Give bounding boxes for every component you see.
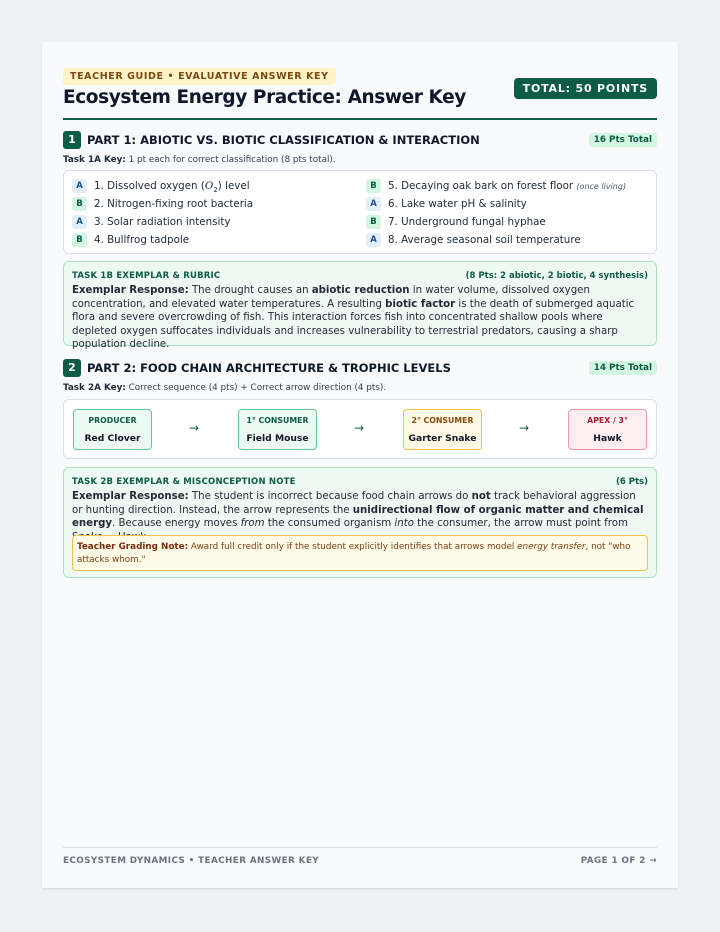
class-item-3-text: 3. Solar radiation intensity: [94, 216, 231, 228]
exemplar-italic: from: [240, 518, 265, 529]
class-item-2-badge: B: [72, 197, 87, 211]
chain-node-role: APEX / 3°: [587, 416, 628, 425]
class-item-3-badge: A: [72, 215, 87, 229]
exemplar-bold: abiotic reduction: [311, 285, 410, 296]
class-item-1-badge: A: [72, 179, 87, 193]
class-item-8-text: 8. Average seasonal soil temperature: [388, 234, 581, 246]
chain-node-name: Garter Snake: [408, 433, 477, 444]
exemplar-italic: into: [394, 518, 414, 529]
class-item-4-badge: B: [72, 233, 87, 247]
teacher-guide-tag: TEACHER GUIDE • EVALUATIVE ANSWER KEY: [63, 68, 336, 85]
task-2b-points: (6 Pts): [616, 477, 648, 487]
chain-node-producer: [73, 409, 152, 450]
class-item-6-text: 6. Lake water pH & salinity: [388, 198, 527, 210]
food-chain-box: [63, 399, 657, 459]
task-2a-key-text: Correct sequence (4 pts) + Correct arrow direction (4 pts).: [125, 383, 387, 393]
class-item-4-text: 4. Bullfrog tadpole: [94, 234, 190, 246]
chain-node-role: PRODUCER: [88, 416, 137, 425]
class-item-5-note: (once living): [576, 182, 627, 191]
exemplar-bold: not: [471, 491, 491, 502]
note-text: , not "who attacks whom.": [77, 542, 631, 565]
part2-title: PART 2: FOOD CHAIN ARCHITECTURE & TROPHIC LEVELS: [87, 361, 451, 375]
part1-points-badge: 16 Pts Total: [589, 133, 657, 147]
task-1b-exemplar-text: [72, 284, 648, 352]
header-divider: [63, 118, 657, 120]
task-2a-key-label: Task 2A Key:: [63, 383, 126, 393]
task-1a-key-label: Task 1A Key:: [63, 155, 126, 165]
chain-node-name: Field Mouse: [246, 433, 309, 444]
chain-node-primary-consumer: [238, 409, 317, 450]
note-lead: Teacher Grading Note:: [77, 542, 189, 552]
task-2a-key: [63, 383, 386, 393]
classification-key-box: [63, 170, 657, 254]
page-indicator: PAGE 1 OF 2 →: [580, 856, 657, 866]
oxygen-symbol: O: [204, 180, 214, 192]
part1-title: PART 1: ABIOTIC VS. BIOTIC CLASSIFICATION & INTERACTION: [87, 133, 480, 147]
chain-arrow-icon: →: [354, 421, 365, 435]
task-1b-label: TASK 1B EXEMPLAR & RUBRIC: [72, 271, 221, 281]
exemplar-text: in water volume, dissolved oxygen concentration, and elevated water temperatures. A resulting: [72, 285, 590, 310]
exemplar-bold: unidirectional flow of organic matter and chemical energy: [72, 504, 644, 529]
class-item-8-badge: A: [366, 233, 381, 247]
part1-header: [63, 131, 657, 149]
task-1a-key-text: 1 pt each for correct classification (8 pts total).: [125, 155, 336, 165]
oxygen-subscript: 2: [213, 186, 218, 195]
answer-key-page: [42, 42, 678, 888]
task-1a-key: [63, 155, 336, 165]
exemplar-lead: Exemplar Response:: [72, 491, 189, 502]
exemplar-bold: biotic factor: [385, 298, 456, 310]
exemplar-text: the consumer, the arrow must point from: [417, 518, 628, 529]
class-item-6-badge: A: [366, 197, 381, 211]
chain-node-apex: [568, 409, 647, 450]
chain-node-secondary-consumer: [403, 409, 482, 450]
footer-title: ECOSYSTEM DYNAMICS • TEACHER ANSWER KEY: [63, 856, 320, 866]
class-item-1-prefix: 1. Dissolved oxygen (: [94, 180, 205, 192]
exemplar-text: the consumed organism: [264, 518, 395, 529]
chain-arrow-icon: →: [189, 421, 200, 435]
teacher-grading-note: [72, 535, 648, 571]
part2-header: [63, 359, 657, 377]
task-2b-label: TASK 2B EXEMPLAR & MISCONCEPTION NOTE: [72, 477, 296, 487]
chain-node-name: Red Clover: [84, 433, 141, 444]
exemplar-text: The student is incorrect because food chain arrows do: [188, 491, 472, 502]
class-item-5-text: 5. Decaying oak bark on forest floor: [388, 180, 574, 192]
chain-node-name: Hawk: [593, 433, 622, 444]
exemplar-text: track behavioral aggression or hunting direction. Instead, the arrow represents the: [72, 491, 636, 516]
exemplar-text: The drought causes an: [188, 285, 312, 296]
total-points-badge: TOTAL: 50 POINTS: [514, 78, 657, 99]
part1-number: 1: [63, 131, 81, 149]
note-text: Award full credit only if the student explicitly identifies that arrows model: [188, 542, 518, 552]
teacher-grading-note-text: [77, 541, 641, 567]
exemplar-text: is the death of submerged aquatic flora and severe overcrowding of fish. This interaction forces fish into concentrated shallow pools where depleted oxygen suffocates individuals and increases vulnerability to terrestrial predators, causing a sharp population decline.: [72, 298, 635, 350]
part2-number: 2: [63, 359, 81, 377]
class-item-7-badge: B: [366, 215, 381, 229]
class-item-1-suffix: ) level: [217, 180, 250, 192]
exemplar-lead: Exemplar Response:: [72, 285, 189, 296]
exemplar-text: . Because energy moves: [112, 518, 241, 529]
note-italic: energy transfer: [517, 542, 586, 552]
task-1b-points: (8 Pts: 2 abiotic, 2 biotic, 4 synthesis): [465, 271, 648, 281]
class-item-2-text: 2. Nitrogen-fixing root bacteria: [94, 198, 254, 210]
part2-points-badge: 14 Pts Total: [589, 361, 657, 375]
footer-divider: [63, 847, 657, 848]
task-2b-exemplar-box: [63, 467, 657, 578]
chain-arrow-icon: →: [519, 421, 530, 435]
chain-node-role: 1° CONSUMER: [246, 416, 309, 425]
class-item-5-badge: B: [366, 179, 381, 193]
page-title: Ecosystem Energy Practice: Answer Key: [63, 87, 466, 108]
task-1b-exemplar-box: [63, 261, 657, 350]
chain-node-role: 2° CONSUMER: [411, 416, 474, 425]
class-item-7-text: 7. Underground fungal hyphae: [388, 216, 546, 228]
